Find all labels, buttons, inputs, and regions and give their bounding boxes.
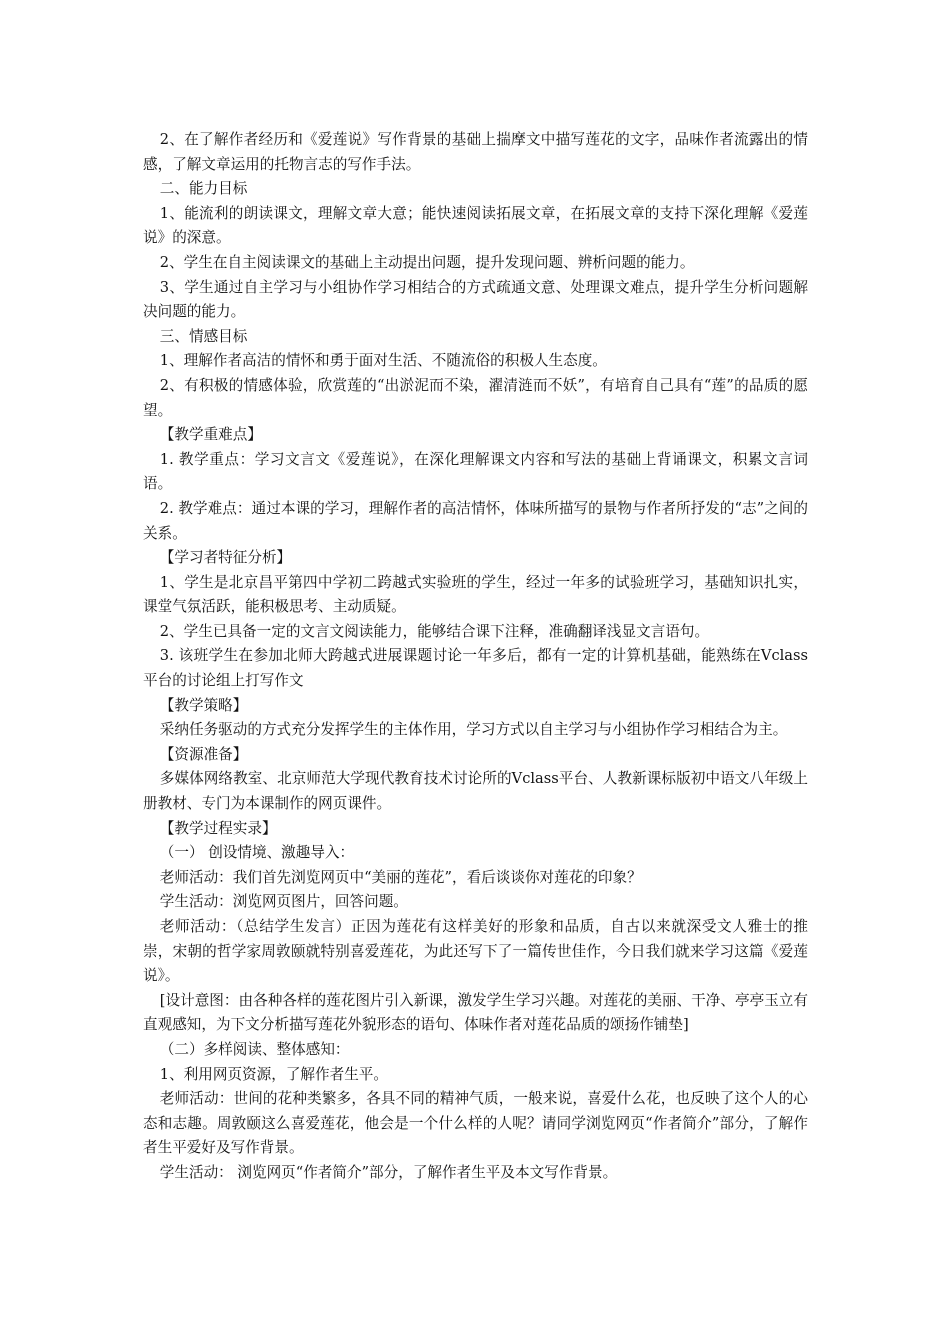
paragraph: 老师活动：世间的花种类繁多，各具不同的精神气质，一般来说，喜爱什么花，也反映了这个人的心态和志趣。周敦颐这么喜爱莲花，他会是一个什么样的人呢？请同学浏览网页“作者简介”部分，了解作者生平爱好及写作背景。 <box>143 1090 808 1157</box>
document-body <box>143 128 808 1186</box>
paragraph: 老师活动：（总结学生发言）正因为莲花有这样美好的形象和品质，自古以来就深受文人雅士的推崇，宋朝的哲学家周敦颐就特别喜爱莲花，为此还写下了一篇传世佳作，今日我们就来学习这篇《爱莲说》。 <box>143 918 808 985</box>
paragraph: 2. 教学难点：通过本课的学习，理解作者的高洁情怀，体味所描写的景物与作者所抒发的“志”之间的关系。 <box>143 499 808 542</box>
paragraph: 3、学生通过自主学习与小组协作学习相结合的方式疏通文意、处理课文难点，提升学生分析问题解决问题的能力。 <box>143 278 808 321</box>
paragraph: （二）多样阅读、整体感知： <box>159 1040 350 1058</box>
paragraph: 1、能流利的朗读课文，理解文章大意；能快速阅读拓展文章，在拓展文章的支持下深化理解《爱莲说》的深意。 <box>143 204 808 247</box>
paragraph: 3. 该班学生在参加北师大跨越式进展课题讨论一年多后，都有一定的计算机基础，能熟练在Vclass平台的讨论组上打写作文 <box>143 647 808 690</box>
paragraph: 采纳任务驱动的方式充分发挥学生的主体作用，学习方式以自主学习与小组协作学习相结合为主。 <box>159 721 788 739</box>
section-heading: 【学习者特征分析】 <box>159 549 292 567</box>
paragraph: （一） 创设情境、激趣导入： <box>159 844 355 862</box>
paragraph: 2、学生已具备一定的文言文阅读能力，能够结合课下注释，准确翻译浅显文言语句。 <box>159 622 710 640</box>
paragraph: 学生活动：浏览网页图片，回答问题。 <box>159 893 408 911</box>
paragraph: 1、利用网页资源，了解作者生平。 <box>159 1065 388 1083</box>
section-heading: 【资源准备】 <box>159 745 248 763</box>
section-heading: 【教学过程实录】 <box>159 819 277 837</box>
paragraph: 2、学生在自主阅读课文的基础上主动提出问题，提升发现问题、辨析问题的能力。 <box>159 253 695 271</box>
section-heading: 二、能力目标 <box>159 180 248 198</box>
paragraph: 1. 教学重点：学习文言文《爱莲说》，在深化理解课文内容和写法的基础上背诵课文，积累文言词语。 <box>143 450 808 493</box>
paragraph: 2、有积极的情感体验，欣赏莲的“出淤泥而不染，濯清涟而不妖”，有培育自己具有“莲”的品质的愿望。 <box>143 376 808 419</box>
section-heading: 三、情感目标 <box>159 327 248 345</box>
section-heading: 【教学策略】 <box>159 696 248 714</box>
paragraph: 1、理解作者高洁的情怀和勇于面对生活、不随流俗的积极人生态度。 <box>159 352 607 370</box>
paragraph: 多媒体网络教室、北京师范大学现代教育技术讨论所的Vclass平台、人教新课标版初中语文八年级上册教材、专门为本课制作的网页课件。 <box>143 770 808 813</box>
paragraph: 学生活动： 浏览网页“作者简介”部分，了解作者生平及本文写作背景。 <box>159 1163 618 1181</box>
paragraph: [设计意图：由各种各样的莲花图片引入新课，激发学生学习兴趣。对莲花的美丽、干净、亭亭玉立有直观感知，为下文分析描写莲花外貌形态的语句、体味作者对莲花品质的颂扬作铺垫] <box>143 991 808 1034</box>
section-heading: 【教学重难点】 <box>159 426 262 444</box>
paragraph: 2、在了解作者经历和《爱莲说》写作背景的基础上揣摩文中描写莲花的文字，品味作者流露出的情感，了解文章运用的托物言志的写作手法。 <box>143 131 808 173</box>
paragraph: 1、学生是北京昌平第四中学初二跨越式实验班的学生，经过一年多的试验班学习，基础知识扎实，课堂气氛活跃，能积极思考、主动质疑。 <box>143 573 808 616</box>
paragraph: 老师活动：我们首先浏览网页中“美丽的莲花”，看后谈谈你对莲花的印象？ <box>159 868 642 886</box>
